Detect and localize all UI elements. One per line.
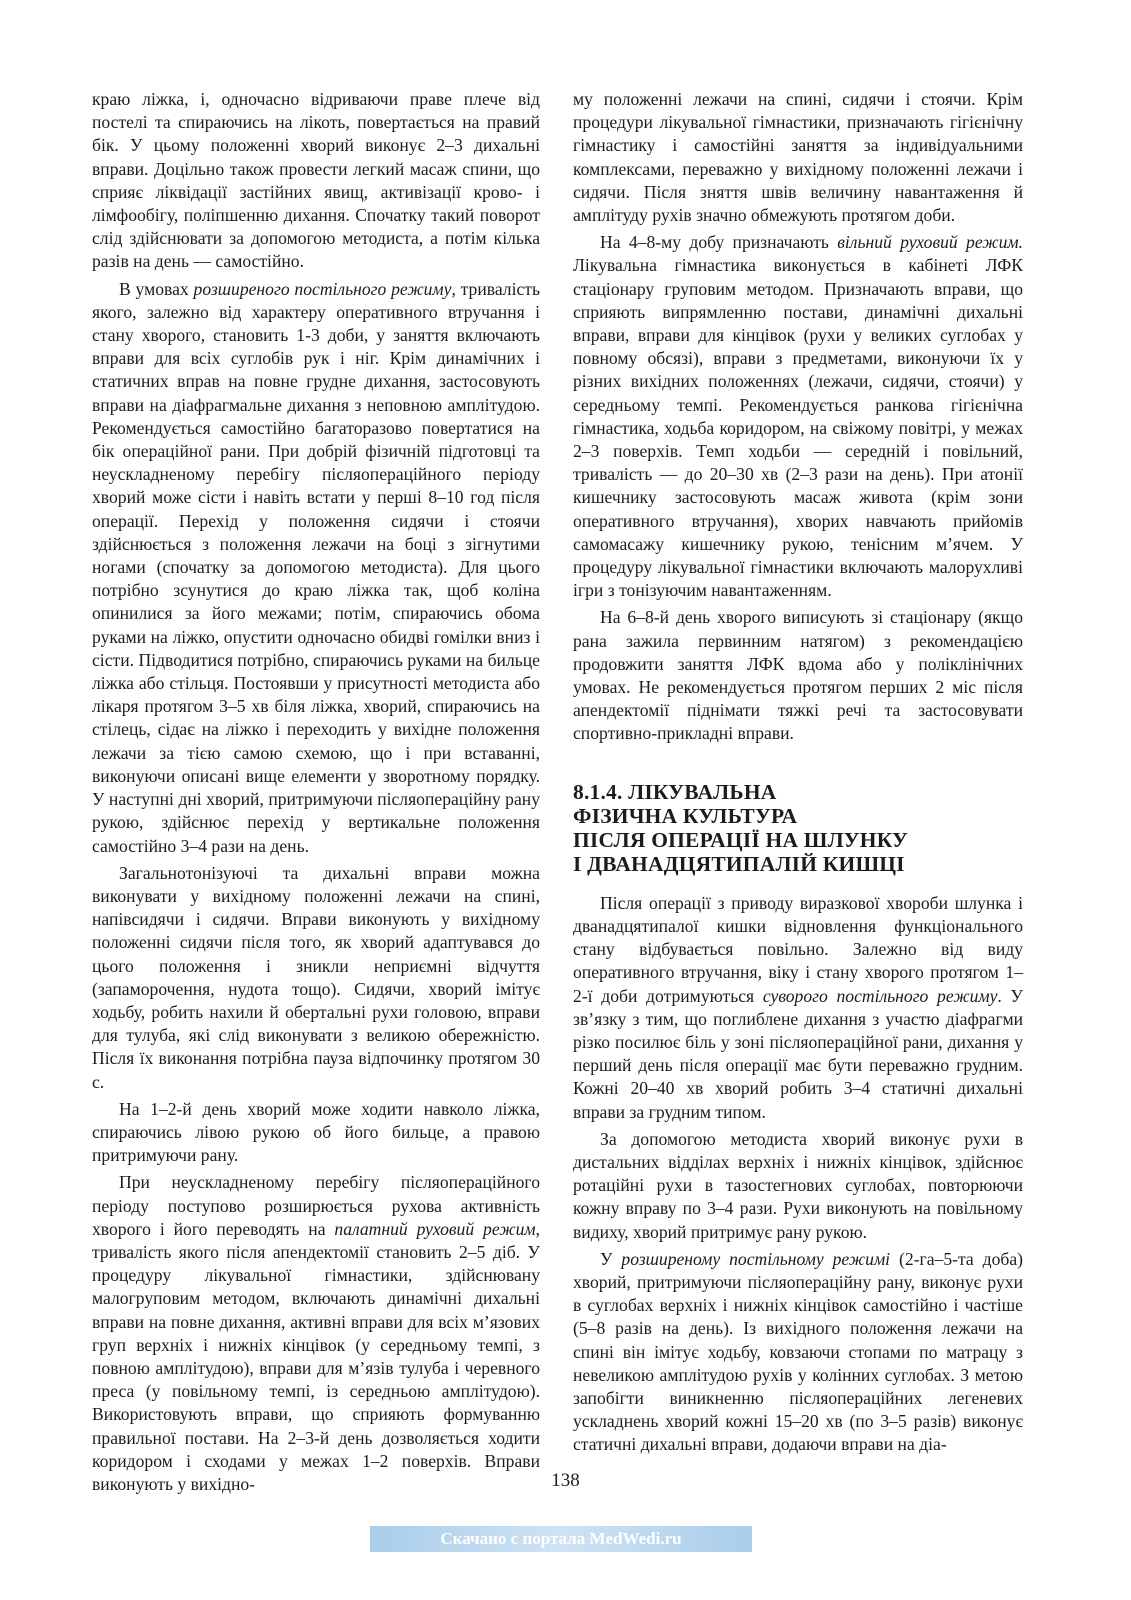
page-number: 138	[551, 1470, 580, 1491]
italic-term: вільний руховий режим.	[837, 232, 1023, 253]
paragraph-text: краю ліжка, і, одночасно відриваючи праве плече від постелі та спираючись на лікоть, повертається на правий бік. У цьому положенні хворий виконує 2–3 дихальні вправи. Доцільно також провести легкий масаж спини, що сприяє ліквідації застійних явищ, активізації крово- і лімфообігу, поліпшенню дихання. Спочатку такий поворот слід здійснювати за допомогою методиста, а потім кілька разів на день — самостійно.	[92, 89, 540, 272]
italic-term: розширеного постільного режиму	[193, 278, 452, 299]
paragraph	[573, 606, 1023, 745]
paragraph	[573, 231, 1023, 602]
paragraph	[92, 88, 540, 274]
paragraph-text: За допомогою методиста хворий виконує рухи в дистальних відділах верхніх і нижніх кінцівок, здійснює ротаційні рухи в тазостегнових суглобах, повторюючи кожну вправу по 3–4 рази. Рухи виконують на повільному видиху, хворий притримує рану рукою.	[573, 1128, 1023, 1242]
italic-term: розширеному постільному режимі	[621, 1248, 891, 1269]
section-heading	[573, 780, 1023, 876]
paragraph-text: Загальнотонізуючі та дихальні вправи можна виконувати у вихідному положенні лежачи на спині, напівсидячи і сидячи. Вправи виконують у вихідному положенні сидячи після того, як хворий адаптувався до цього положення і зникли неприємні відчуття (запаморочення, нудота тощо). Сидячи, хворий імітує ходьбу, робить нахили й обертальні рухи головою, вправи для тулуба, які слід виконувати з великою обережністю. Після їх виконання потрібна пауза відпочинку протягом 30 с.	[92, 862, 540, 1092]
paragraph	[573, 1248, 1023, 1457]
paragraph-text: При неускладненому перебігу післяопераційного періоду поступово розширюється рухова активність хворого і його переводять на	[92, 1172, 540, 1239]
paragraph-text: , тривалість якого після апендектомії становить 2–5 діб. У процедуру лікувальної гімнастики, здійснювану малогруповим методом, включають динамічні дихальні вправи на повне дихання, активні вправи для всіх м’язових груп верхніх і нижніх кінцівок (у середньому темпі, з повною амплітудою), вправи для м’язів тулуба і черевного преса (у повільному темпі, із середньою амплітудою). Використовують вправи, що сприяють формуванню правильної постави. На 2–3-й день дозволяється ходити коридором і сходами у межах 1–2 поверхів. Вправи виконують у вихідно-	[92, 1218, 541, 1494]
paragraph	[92, 1171, 540, 1496]
paragraph	[92, 1098, 540, 1168]
left-text-column	[92, 88, 540, 1500]
right-text-column	[573, 88, 1023, 1461]
paragraph-text: На 4–8-му добу призначають	[600, 232, 838, 253]
paragraph	[573, 1128, 1023, 1244]
paragraph-text: (2-га–5-та доба) хворий, притримуючи післяопераційну рану, виконує рухи в суглобах верхніх і нижніх кінцівок самостійно і частіше (5–8 разів на день). Із вихідного положення лежачи на спині він імітує ходьбу, ковзаючи стопами по матрацу з невеликою амплітудою рухів у колінних суглобах. З метою запобігти виникненню післяопераційних легеневих ускладнень хворий кожні 15–20 хв (по 3–5 разів) виконує статичні дихальні вправи, додаючи вправи на діа-	[573, 1248, 1023, 1455]
paragraph-text: . У зв’язку з тим, що поглиблене дихання з участю діафрагми різко посилює біль у зоні післяопераційної рани, дихання у перший день після операції має бути переважно грудним. Кожні 20–40 хв хворий робить 3–4 статичні дихальні вправи за грудним типом.	[573, 985, 1023, 1122]
paragraph	[92, 862, 540, 1094]
italic-term: палатний руховий режим	[334, 1218, 536, 1239]
paragraph-text: На 1–2-й день хворий може ходити навколо ліжка, спираючись лівою рукою об його бильце, а правою притримуючи рану.	[92, 1098, 540, 1166]
paragraph	[92, 278, 540, 858]
paragraph-text: В умовах	[119, 278, 194, 299]
paragraph	[573, 892, 1023, 1124]
section-heading-line: І ДВАНАДЦЯТИПАЛІЙ КИШЦІ	[573, 851, 905, 876]
italic-term: суворого постільного режиму	[762, 985, 998, 1006]
paragraph-text: , тривалість якого, залежно від характеру оперативного втручання і стану хворого, становить 1-3 доби, у заняття включають вправи для всіх суглобів рук і ніг. Крім динамічних і статичних вправ на повне грудне дихання, застосовують вправи на діафрагмальне дихання з неповною амплітудою. Рекомендується самостійно багаторазово повертатися на бік операційної рани. При добрій фізичній підготовці та неускладненому перебігу післяопераційного періоду хворий може сісти і навіть встати у перші 8–10 год після операції. Перехід у положення сидячи і стоячи здійснюється з положення лежачи на боці з зігнутими ногами (спочатку за допомогою методиста). Для цього потрібно зсунутися до краю ліжка так, щоб коліна опинилися за його межами; потім, спираючись обома руками на ліжко, опустити одночасно обидві гомілки вниз і сісти. Підводитися потрібно, спираючись руками на бильце ліжка або стільця. Постоявши у присутності методиста або лікаря протягом 3–5 хв біля ліжка, хворий, спираючись на стілець, сідає на ліжко і переходить у вихідне положення лежачи за тією самою схемою, що і при вставанні, виконуючи описані вище елементи у зворотному порядку. У наступні дні хворий, притримуючи післяопераційну рану рукою, здійснює перехід у вертикальне положення самостійно 3–4 рази на день.	[92, 278, 540, 856]
paragraph-text: му положенні лежачи на спині, сидячи і стоячи. Крім процедури лікувальної гімнастики, призначають гігієнічну гімнастику і самостійні заняття за індивідуальними комплексами, переважно у вихідному положенні лежачи і сидячи. Після зняття швів величину навантаження й амплітуду рухів значно обмежують протягом доби.	[573, 89, 1023, 226]
section-heading-line: ПІСЛЯ ОПЕРАЦІЇ НА ШЛУНКУ	[573, 827, 909, 852]
paragraph-text: Після операції з приводу виразкової хвороби шлунка і дванадцятипалої кишки відновлення функціонального стану відбувається повільно. Залежно від виду оперативного втручання, віку і стану хворого протягом 1–2-ї доби дотримуються	[573, 892, 1023, 1006]
paragraph-text: На 6–8-й день хворого виписують зі стаціонару (якщо рана зажила первинним натягом) з рекомендацією продовжити заняття ЛФК вдома або у поліклінічних умовах. Не рекомендується протягом перших 2 міс після апендектомії піднімати тяжкі речі та застосовувати спортивно-прикладні вправи.	[573, 607, 1023, 744]
paragraph-text: Лікувальна гімнастика виконується в кабінеті ЛФК стаціонару груповим методом. Призначають вправи, що сприяють випрямленню постави, динамічні дихальні вправи, вправи для кінцівок (рухи у великих суглобах у повному обсязі), вправи з предметами, виконуючи їх у різних вихідних положеннях (лежачи, сидячи, стоячи) у середньому темпі. Рекомендується ранкова гігієнічна гімнастика, ходьба коридором, на свіжому повітрі, у межах 2–3 поверхів. Темп ходьби — середній і повільний, тривалість — до 20–30 хв (2–3 рази на день). При атонії кишечнику застосовують масаж живота (крім зони оперативного втручання), хворих навчають прийомів самомасажу кишечнику рукою, тенісним м’ячем. У процедуру лікувальної гімнастики включають малорухливі ігри з тонізуючим навантаженням.	[573, 255, 1023, 601]
section-heading-line: 8.1.4. ЛІКУВАЛЬНА	[573, 779, 777, 804]
section-heading-line: ФІЗИЧНА КУЛЬТУРА	[573, 803, 798, 828]
source-watermark-banner: Скачано с портала MedWedi.ru	[370, 1526, 752, 1552]
paragraph	[573, 88, 1023, 227]
paragraph-text: У	[600, 1248, 622, 1269]
